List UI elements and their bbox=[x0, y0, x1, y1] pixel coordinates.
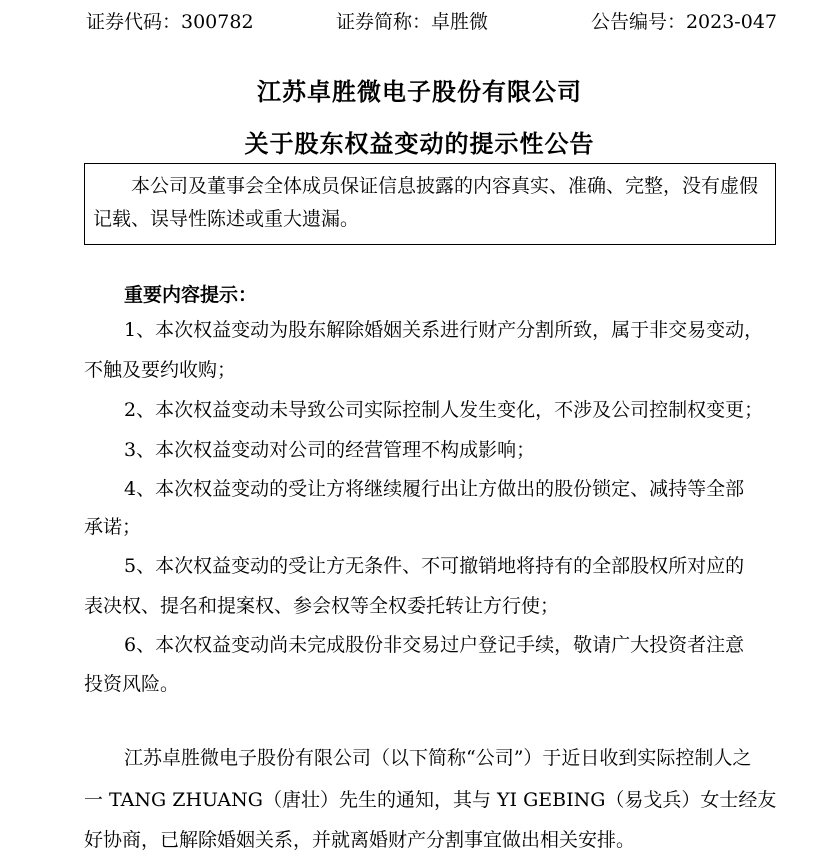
board-guarantee-notice bbox=[84, 163, 776, 245]
notice-line-1: 本公司及董事会全体成员保证信息披露的内容真实、准确、完整，没有虚假 bbox=[131, 175, 759, 197]
body-paragraph-line-3: 好协商，已解除婚姻关系，并就离婚财产分割事宜做出相关安排。 bbox=[84, 829, 636, 851]
highlight-item-3: 3、本次权益变动对公司的经营管理不构成影响； bbox=[124, 439, 536, 461]
highlight-item-5-line-1: 5、本次权益变动的受让方无条件、不可撤销地将持有的全部股权所对应的 bbox=[124, 555, 745, 577]
announcement-number: 公告编号：2023-047 bbox=[590, 11, 777, 33]
notice-line-2: 记载、误导性陈述或重大遗漏。 bbox=[93, 208, 360, 230]
highlight-item-6-line-2: 投资风险。 bbox=[84, 673, 180, 695]
security-abbreviation: 证券简称：卓胜微 bbox=[336, 11, 489, 33]
highlight-item-1-line-1: 1、本次权益变动为股东解除婚姻关系进行财产分割所致，属于非交易变动， bbox=[124, 319, 764, 341]
highlight-item-2: 2、本次权益变动未导致公司实际控制人发生变化，不涉及公司控制权变更； bbox=[124, 399, 764, 421]
highlight-item-5-line-2: 表决权、提名和提案权、参会权等全权委托转让方行使； bbox=[84, 595, 560, 617]
company-title: 江苏卓胜微电子股份有限公司 bbox=[257, 78, 582, 106]
body-paragraph-line-1: 江苏卓胜微电子股份有限公司（以下简称“公司”）于近日收到实际控制人之 bbox=[124, 747, 752, 769]
highlight-item-4-line-2: 承诺； bbox=[84, 516, 142, 538]
security-code: 证券代码：300782 bbox=[86, 11, 254, 33]
announcement-title: 关于股东权益变动的提示性公告 bbox=[244, 130, 595, 158]
document-header bbox=[86, 8, 777, 36]
highlight-item-4-line-1: 4、本次权益变动的受让方将继续履行出让方做出的股份锁定、减持等全部 bbox=[124, 478, 745, 500]
highlights-heading: 重要内容提示： bbox=[124, 284, 258, 306]
highlight-item-1-line-2: 不触及要约收购； bbox=[84, 359, 237, 381]
body-paragraph-line-2: 一 TANG ZHUANG（唐壮）先生的通知，其与 YI GEBING（易戈兵）女士经友 bbox=[84, 789, 777, 811]
highlight-item-6-line-1: 6、本次权益变动尚未完成股份非交易过户登记手续，敬请广大投资者注意 bbox=[124, 634, 745, 656]
